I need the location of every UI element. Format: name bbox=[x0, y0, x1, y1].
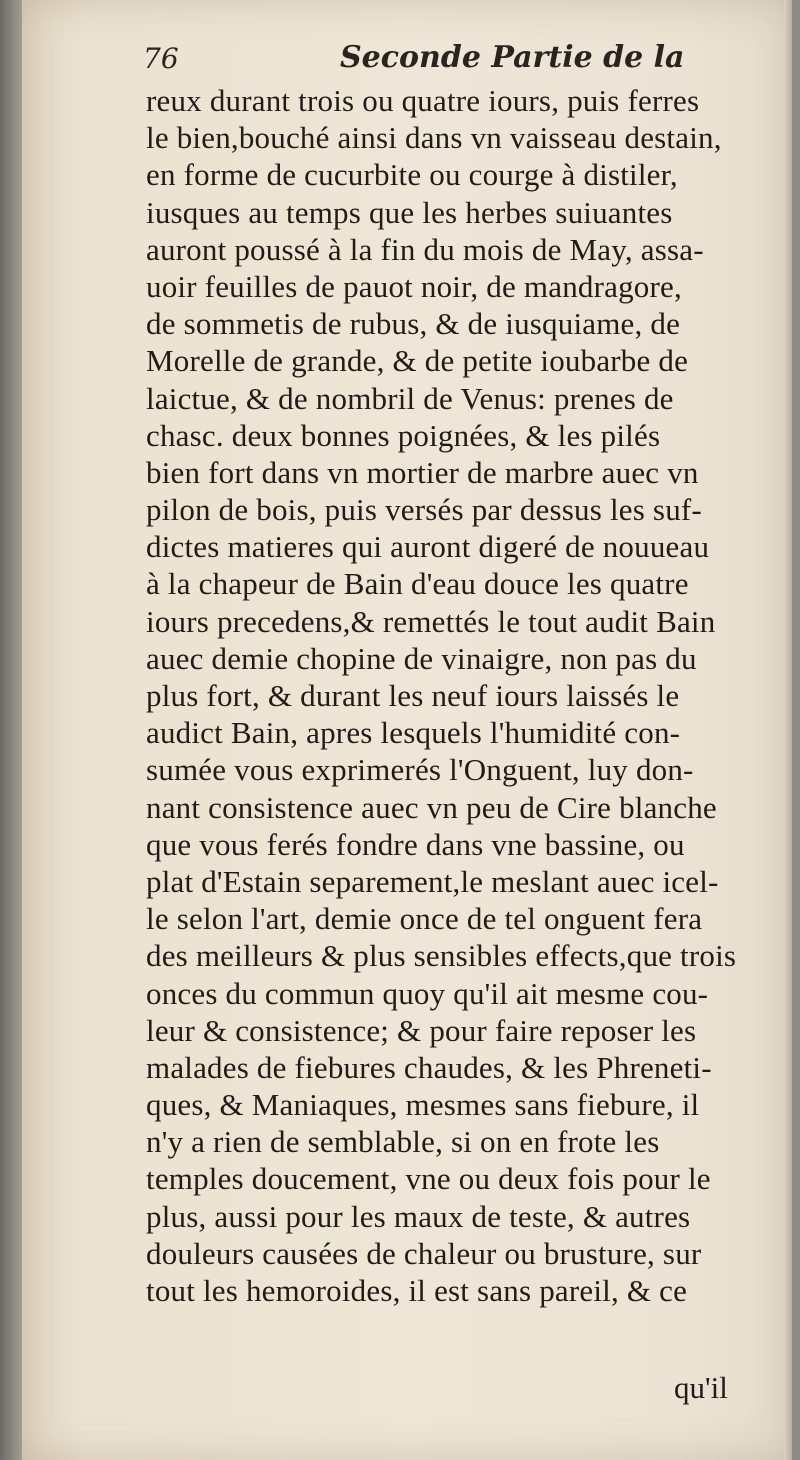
text-line: à la chapeur de Bain d'eau douce les quatre bbox=[146, 566, 689, 602]
body-text bbox=[146, 82, 766, 1309]
text-line: uoir feuilles de pauot noir, de mandragore, bbox=[146, 268, 682, 304]
text-line: le bien,bouché ainsi dans vn vaisseau destain, bbox=[146, 120, 722, 156]
text-line: iours precedens,& remettés le tout audit Bain bbox=[146, 603, 716, 639]
text-line: pilon de bois, puis versés par dessus les suf- bbox=[146, 492, 702, 528]
text-line: bien fort dans vn mortier de marbre auec vn bbox=[146, 454, 699, 490]
text-line: nant consistence auec vn peu de Cire blanche bbox=[146, 789, 717, 825]
text-line: en forme de cucurbite ou courge à distiler, bbox=[146, 157, 678, 193]
text-line: audict Bain, apres lesquels l'humidité con- bbox=[146, 715, 681, 751]
text-line: des meilleurs & plus sensibles effects,que trois bbox=[146, 938, 737, 974]
text-line: que vous ferés fondre dans vne bassine, ou bbox=[146, 826, 685, 862]
page-edge bbox=[784, 0, 792, 1460]
running-title: Seconde Partie de la bbox=[340, 40, 685, 75]
text-line: reux durant trois ou quatre iours, puis ferres bbox=[146, 83, 700, 118]
text-line: auec demie chopine de vinaigre, non pas du bbox=[146, 640, 697, 676]
book-gutter bbox=[0, 0, 22, 1460]
text-line: ques, & Maniaques, mesmes sans fiebure, il bbox=[146, 1087, 700, 1123]
text-line: plus, aussi pour les maux de teste, & autres bbox=[146, 1198, 691, 1234]
text-line: temples doucement, vne ou deux fois pour le bbox=[146, 1161, 711, 1197]
catchword: qu'il bbox=[674, 1370, 728, 1405]
text-line: iusques au temps que les herbes suiuantes bbox=[146, 194, 673, 230]
text-line: laictue, & de nombril de Venus: prenes de bbox=[146, 380, 674, 416]
text-line: plus fort, & durant les neuf iours laissés le bbox=[146, 678, 680, 713]
text-line: onces du commun quoy qu'il ait mesme cou- bbox=[146, 975, 709, 1011]
text-line: plat d'Estain separement,le meslant auec icel- bbox=[146, 863, 719, 899]
text-line: Morelle de grande, & de petite ioubarbe de bbox=[146, 343, 689, 379]
text-line: malades de fiebures chaudes, & les Phreneti- bbox=[146, 1049, 712, 1085]
page-number: 76 bbox=[143, 42, 179, 75]
text-line: le selon l'art, demie once de tel onguent fera bbox=[146, 901, 703, 937]
text-line: n'y a rien de semblable, si on en frote les bbox=[146, 1124, 660, 1160]
text-line: leur & consistence; & pour faire reposer les bbox=[146, 1012, 697, 1048]
text-line: auront poussé à la fin du mois de May, assa- bbox=[146, 231, 704, 267]
text-line: tout les hemoroides, il est sans pareil, & ce bbox=[146, 1273, 688, 1308]
text-line: sumée vous exprimerés l'Onguent, luy don- bbox=[146, 752, 694, 788]
text-line: dictes matieres qui auront digeré de nouueau bbox=[146, 529, 710, 565]
text-line: douleurs causées de chaleur ou brusture, sur bbox=[146, 1235, 702, 1271]
text-line: de sommetis de rubus, & de iusquiame, de bbox=[146, 306, 681, 342]
text-line: chasc. deux bonnes poignées, & les pilés bbox=[146, 417, 661, 453]
